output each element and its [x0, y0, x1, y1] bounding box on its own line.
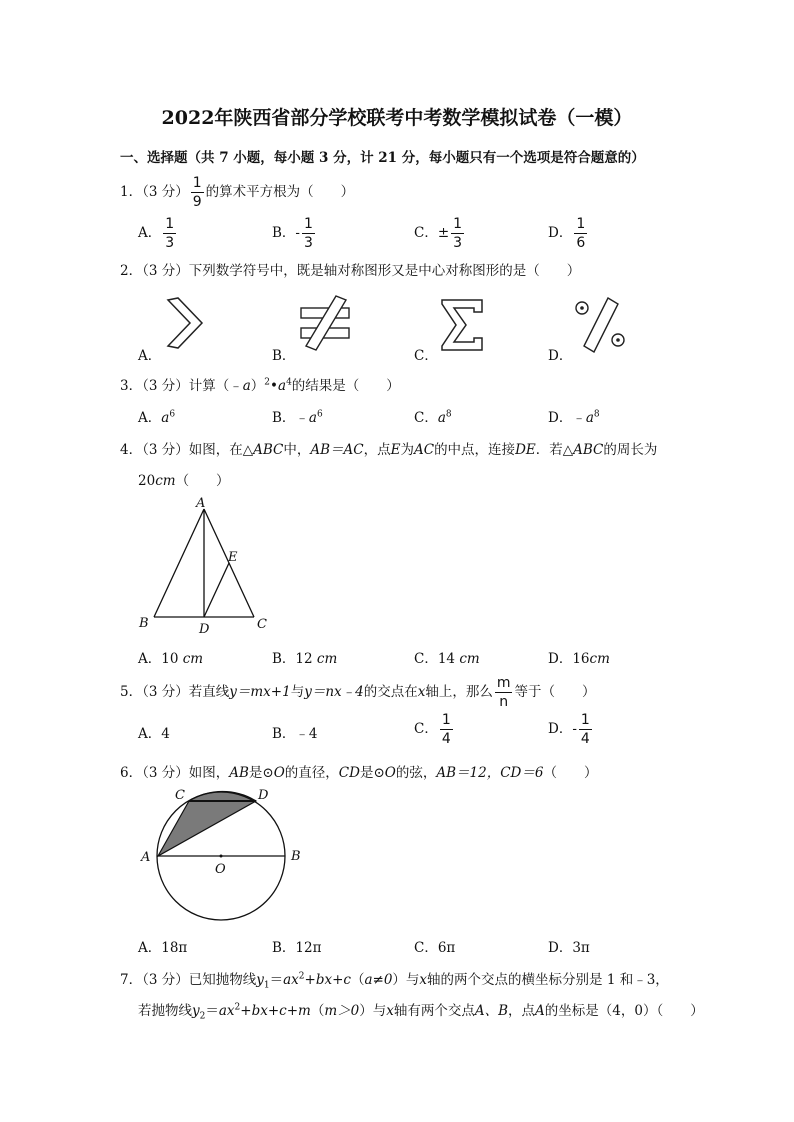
point-label-E: E [228, 550, 238, 565]
point-label-A: A [196, 496, 206, 511]
question-7-stem-line2: 若抛物线$y_2=ax^2+bx+c+m(m>0)$与x轴有两个交点A、B，点A的坐标是（4，0）（ ） [138, 1002, 704, 1022]
option-B[interactable]: B．﹣4 [272, 726, 318, 742]
section-heading: 一、选择题（共 7 小题，每小题 3 分，计 21 分，每小题只有一个选项是符合题意的） [120, 150, 645, 166]
not-equal-symbol-icon [298, 294, 358, 356]
option-C[interactable]: C．$a^8$ [414, 409, 452, 426]
option-B[interactable]: B．- $\frac{1}{3}$ [272, 216, 313, 251]
option-A[interactable]: A．10 cm [138, 651, 204, 667]
option-D[interactable]: D． [548, 348, 573, 364]
option-C[interactable]: C．6π [414, 940, 456, 956]
sigma-symbol-icon [438, 298, 488, 356]
option-D[interactable]: D．16cm [548, 651, 610, 667]
option-A[interactable]: A．18π [138, 940, 188, 956]
option-C[interactable]: C． [414, 348, 438, 364]
option-B[interactable]: B．$﹣a^6$ [272, 409, 323, 426]
question-4-stem-line1: 4．（3 分）如图，在△ABC中，AB＝AC，点E为AC的中点，连接DE．若△ABC的周长为 [120, 442, 658, 458]
page-title: 2022年陕西省部分学校联考中考数学模拟试卷（一模） [161, 107, 633, 129]
option-A[interactable]: A． $\frac{1}{3}$ [138, 216, 175, 251]
point-label-D: D [199, 622, 210, 637]
question-5-stem: 5．（3 分）若直线y＝mx+1与y＝nx﹣4的交点在x轴上，那么 $\frac{m}{n}$ 等于（ ） [120, 675, 596, 710]
option-C[interactable]: C．± $\frac{1}{3}$ [414, 216, 463, 251]
option-D[interactable]: D．- $\frac{1}{4}$ [548, 712, 590, 747]
option-B[interactable]: B． [272, 348, 296, 364]
option-A[interactable]: A．$a^6$ [138, 409, 176, 426]
point-label-B: B [291, 849, 301, 864]
option-D[interactable]: D．3π [548, 940, 590, 956]
question-7-stem-line1: 7．（3 分）已知抛物线$y_1=ax^2+bx+c(a\ne 0)$与x轴的两个交点的横坐标分别是 1 和﹣3， [120, 971, 669, 991]
point-label-C: C [257, 617, 267, 632]
question-2-stem: 2．（3 分）下列数学符号中，既是轴对称图形又是中心对称图形的是（ ） [120, 263, 581, 279]
option-B[interactable]: B．12 cm [272, 651, 338, 667]
greater-than-symbol-icon [160, 296, 210, 356]
option-D[interactable]: D．$﹣a^8$ [548, 409, 600, 426]
circle-figure [138, 786, 308, 931]
fraction: $\frac{1}{9}$ [192, 175, 202, 210]
point-label-D: D [258, 788, 269, 803]
option-A[interactable]: A．4 [138, 726, 170, 742]
option-D[interactable]: D． $\frac{1}{6}$ [548, 216, 586, 251]
point-label-A: A [141, 850, 151, 865]
triangle-figure [136, 495, 276, 640]
option-B[interactable]: B．12π [272, 940, 322, 956]
question-1-stem: 1．（3 分） $\frac{1}{9}$ 的算术平方根为（ ） [120, 175, 355, 210]
question-3-stem: 3．（3 分）计算$(﹣a)^2•a^4$的结果是（ ） [120, 377, 400, 394]
question-4-stem-line2: 20cm（ ） [138, 473, 230, 489]
option-C[interactable]: C． $\frac{1}{4}$ [414, 712, 451, 747]
percent-symbol-icon [572, 296, 632, 356]
point-label-C: C [175, 788, 185, 803]
option-C[interactable]: C．14 cm [414, 651, 480, 667]
question-6-stem: 6．（3 分）如图，AB是⊙O的直径，CD是⊙O的弦，AB＝12，CD＝6（ ） [120, 765, 598, 781]
point-label-O: O [215, 862, 226, 877]
option-A[interactable]: A． [138, 348, 162, 364]
point-label-B: B [139, 616, 149, 631]
